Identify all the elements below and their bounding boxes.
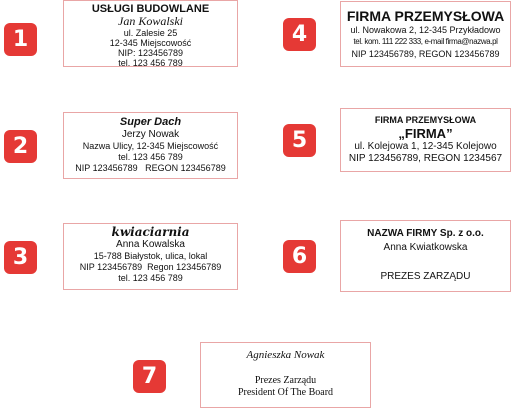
stamp-7-preview[interactable] — [200, 342, 371, 408]
stamp-1-phone: tel. 123 456 789 — [118, 58, 183, 67]
stamp-6-person-name: Anna Kwiatkowska — [383, 242, 468, 253]
stamp-4-tax-ids: NIP 123456789, REGON 123456789 — [351, 49, 500, 59]
stamp-4-address: ul. Nowakowa 2, 12-345 Przykładowo — [350, 25, 501, 35]
stamp-3-preview[interactable] — [63, 223, 238, 290]
stamp-6-number-badge: 6 — [283, 240, 316, 273]
stamp-4-number-badge: 4 — [283, 18, 316, 51]
stamp-2-person-name: Jerzy Nowak — [121, 129, 180, 140]
stamp-2-preview[interactable] — [63, 112, 238, 179]
stamp-1-street: ul. Zalesie 25 — [123, 28, 178, 38]
stamp-5-brand-name: „FIRMA” — [398, 126, 453, 141]
stamp-2-number-badge: 2 — [4, 130, 37, 163]
stamp-4-preview[interactable] — [340, 1, 511, 67]
stamp-7-position-english: President Of The Board — [237, 387, 334, 398]
stamp-6-company-name: NAZWA FIRMY Sp. z o.o. — [367, 228, 484, 239]
stamp-6-preview[interactable] — [340, 220, 511, 292]
stamp-6-position: PREZES ZARZĄDU — [380, 271, 471, 282]
stamp-2-company-name: Super Dach — [119, 116, 182, 128]
stamp-5-address: ul. Kolejowa 1, 12-345 Kolejowo — [354, 141, 497, 152]
stamp-4-company-name: FIRMA PRZEMYSŁOWA — [346, 8, 505, 24]
stamp-1-number-badge: 1 — [4, 23, 37, 56]
stamp-2-address: Nazwa Ulicy, 12-345 Miejscowość — [82, 141, 219, 151]
stamp-1-company-name: USŁUGI BUDOWLANE — [91, 3, 210, 15]
stamp-1-nip: NIP: 123456789 — [117, 48, 184, 58]
stamp-3-tax-ids: NIP 123456789 Regon 123456789 — [79, 262, 222, 272]
stamp-1-person-name: Jan Kowalski — [118, 14, 183, 28]
stamp-2-phone: tel. 123 456 789 — [118, 152, 183, 162]
stamp-3-number-badge: 3 — [4, 241, 37, 274]
stamp-5-tax-ids: NIP 123456789, REGON 1234567 — [348, 153, 503, 164]
stamp-5-preview[interactable] — [340, 108, 511, 172]
stamp-3-phone: tel. 123 456 789 — [118, 273, 183, 283]
stamp-7-person-name: Agnieszka Nowak — [246, 349, 325, 361]
stamp-1-preview[interactable] — [63, 0, 238, 67]
stamp-5-company-name: FIRMA PRZEMYSŁOWA — [374, 115, 477, 125]
stamp-7-number-badge: 7 — [133, 360, 166, 393]
stamp-3-company-name: kwiaciarnia — [111, 225, 190, 239]
stamp-3-address: 15-788 Białystok, ulica, lokal — [93, 251, 208, 261]
stamp-5-number-badge: 5 — [283, 124, 316, 157]
stamp-1-city: 12-345 Miejscowość — [109, 38, 192, 48]
stamp-3-person-name: Anna Kowalska — [116, 239, 185, 250]
stamp-2-tax-ids: NIP 123456789 REGON 123456789 — [75, 163, 226, 173]
stamp-4-contact: tel. kom. 111 222 333, e-mail firma@nazwa.pl — [353, 37, 498, 46]
stamp-7-position-polish: Prezes Zarządu — [254, 375, 317, 386]
